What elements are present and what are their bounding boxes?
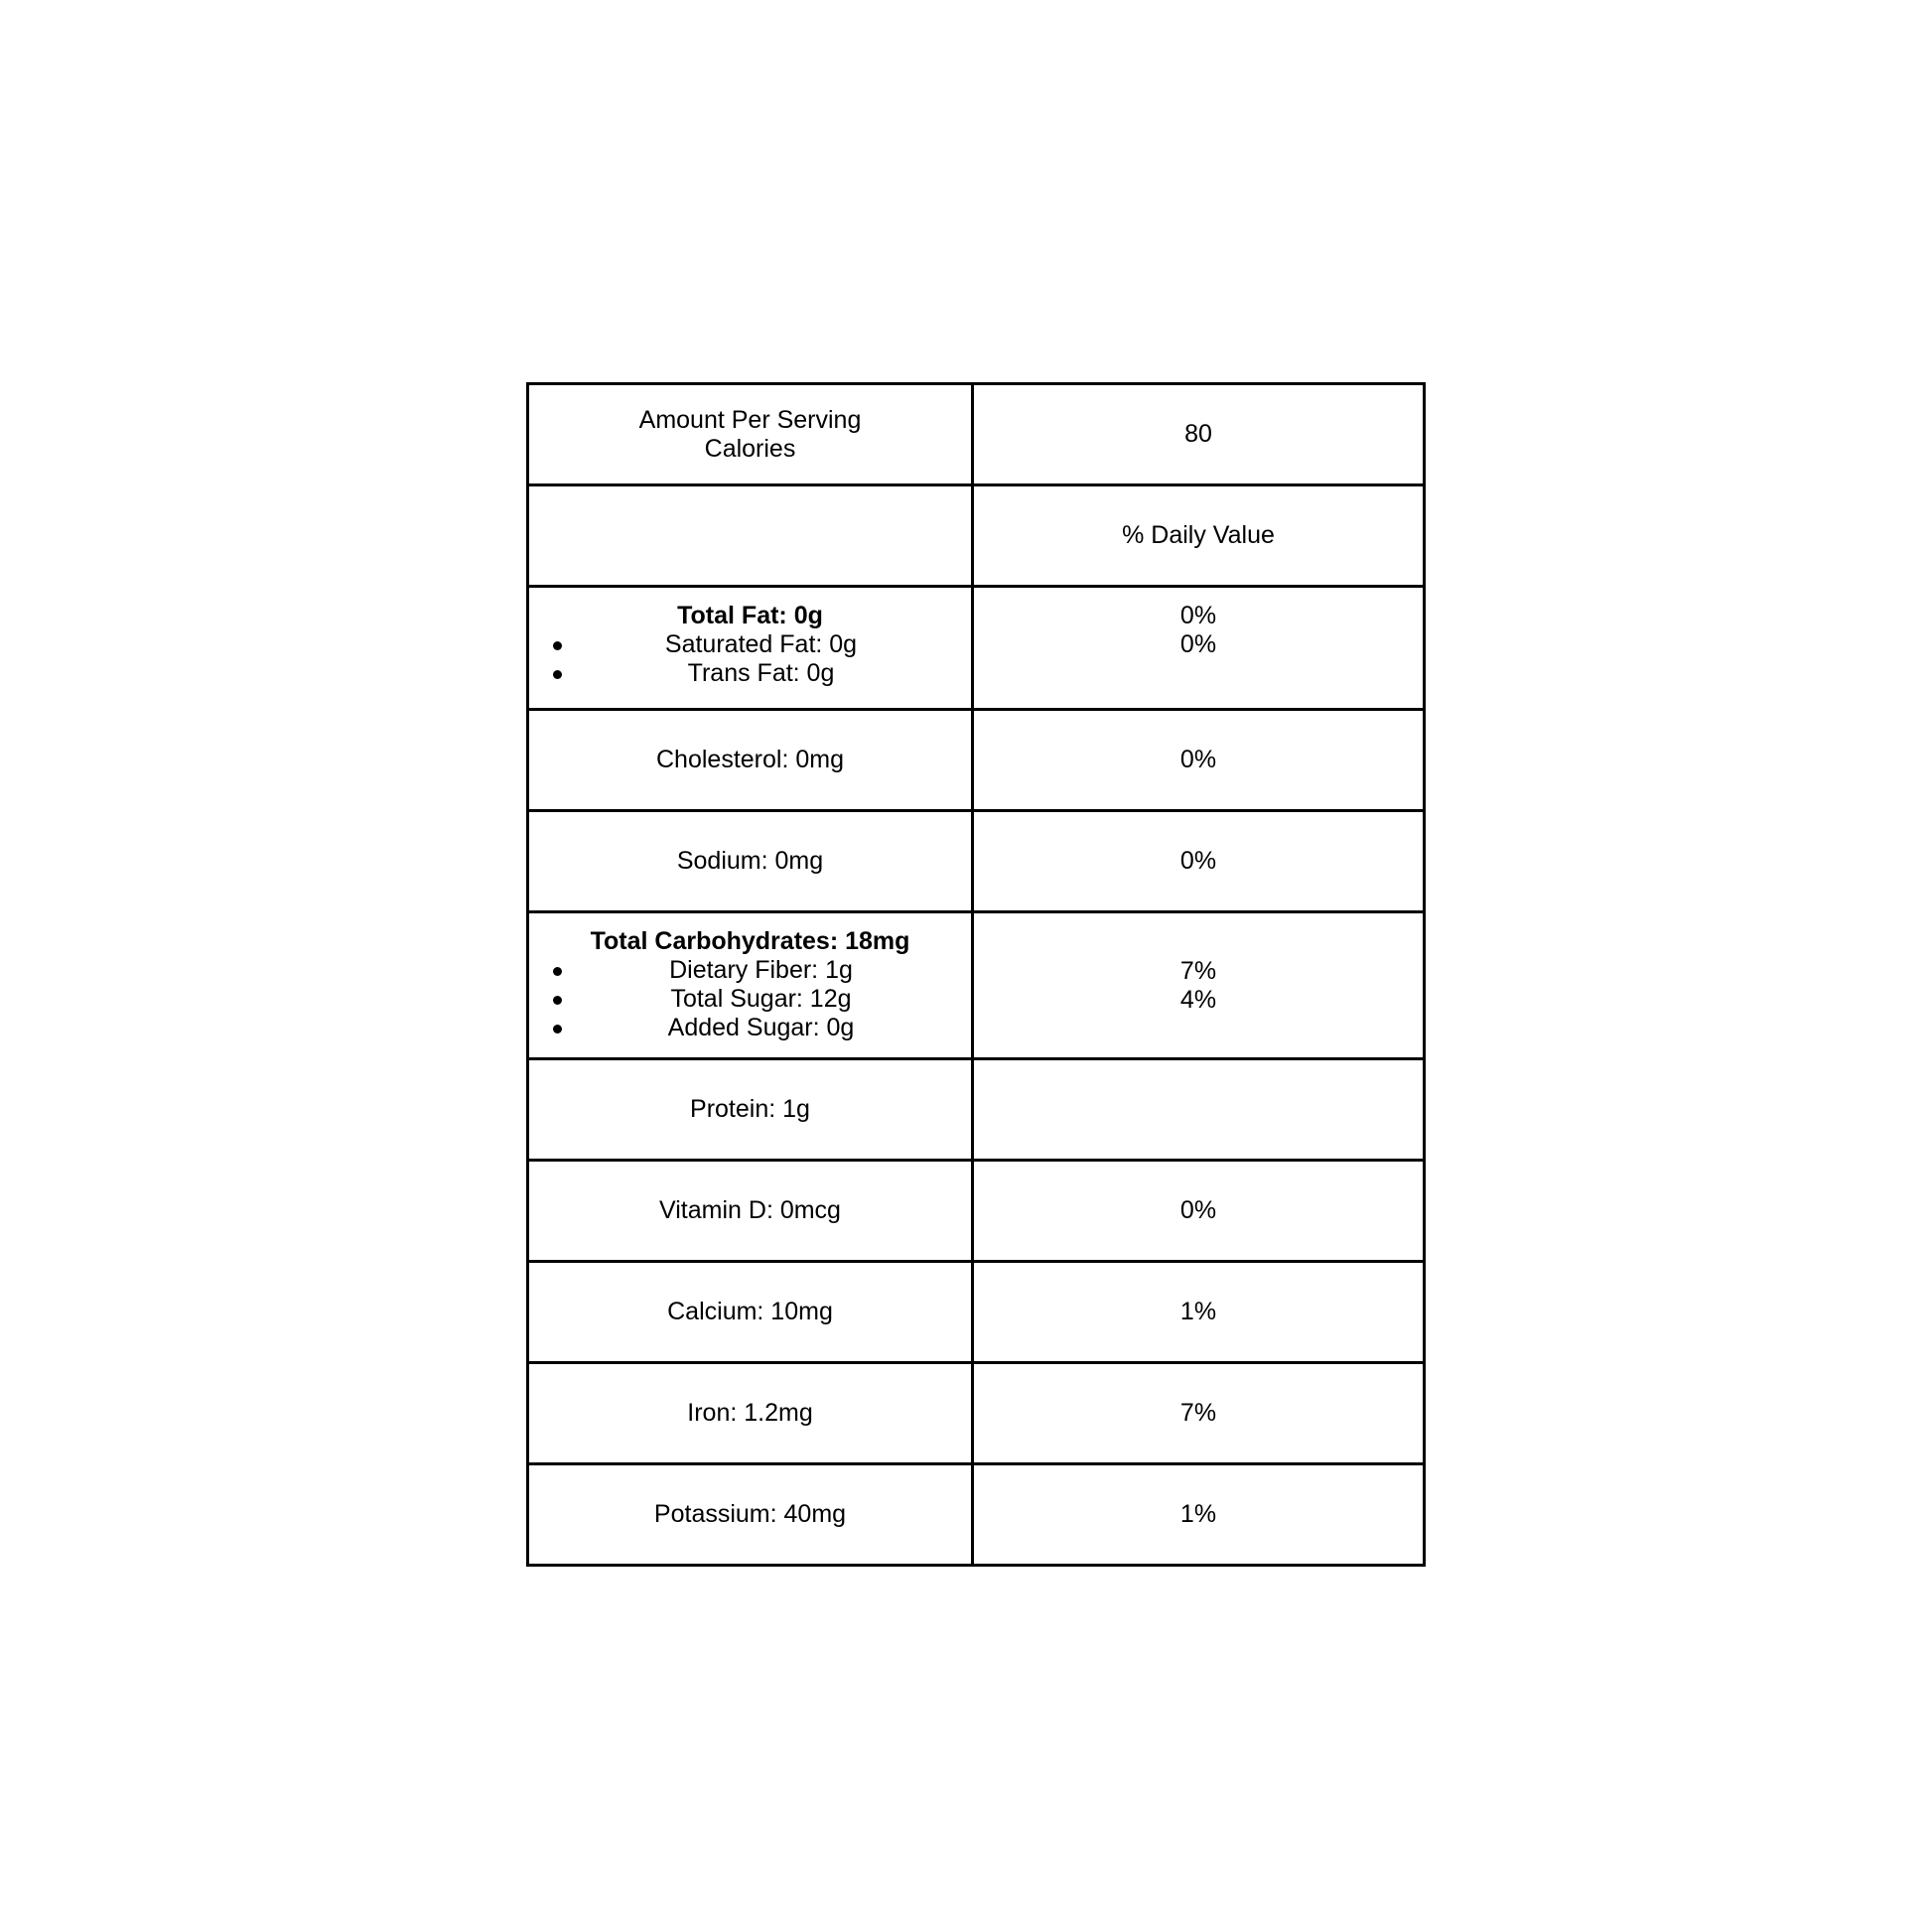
daily-value: 7%	[1179, 956, 1217, 985]
table-row	[528, 1262, 1425, 1363]
daily-value: 0%	[1179, 602, 1217, 629]
daily-value: 1%	[973, 1464, 1425, 1566]
table-row	[528, 1464, 1425, 1566]
table-row	[528, 1161, 1425, 1262]
daily-value: 0%	[1179, 630, 1217, 658]
list-item: Total Sugar: 12g	[539, 985, 961, 1014]
total-carbohydrates-cell	[528, 912, 973, 1059]
total-fat-cell	[528, 587, 973, 710]
table-row	[528, 485, 1425, 587]
table-row	[528, 384, 1425, 485]
daily-value: 1%	[973, 1262, 1425, 1363]
total-fat-values	[973, 587, 1425, 710]
daily-value: 7%	[973, 1363, 1425, 1464]
table-row	[528, 912, 1425, 1059]
daily-value: 0%	[973, 811, 1425, 912]
daily-value: 0%	[973, 710, 1425, 811]
nutrition-facts-table	[526, 382, 1426, 1567]
total-carbohydrates-values	[973, 912, 1425, 1059]
table-row	[528, 811, 1425, 912]
daily-value	[973, 1059, 1425, 1161]
nutrient-label: Potassium: 40mg	[528, 1464, 973, 1566]
fat-sub-list	[539, 630, 961, 688]
list-item: Added Sugar: 0g	[539, 1014, 961, 1042]
list-item: Dietary Fiber: 1g	[539, 956, 961, 985]
list-item: Trans Fat: 0g	[539, 659, 961, 688]
nutrient-label: Protein: 1g	[528, 1059, 973, 1161]
calories-label: Calories	[704, 434, 796, 463]
total-carbohydrates-heading: Total Carbohydrates: 18mg	[590, 927, 910, 955]
carb-sub-list	[539, 956, 961, 1042]
list-item: Saturated Fat: 0g	[539, 630, 961, 659]
calories-value: 80	[973, 384, 1425, 485]
table-row	[528, 587, 1425, 710]
daily-value: 4%	[1179, 985, 1217, 1014]
nutrient-label: Vitamin D: 0mcg	[528, 1161, 973, 1262]
daily-value: 0%	[973, 1161, 1425, 1262]
amount-per-serving-label: Amount Per Serving	[638, 405, 862, 434]
nutrient-label: Calcium: 10mg	[528, 1262, 973, 1363]
table-row	[528, 1363, 1425, 1464]
table-row	[528, 710, 1425, 811]
nutrient-label: Iron: 1.2mg	[528, 1363, 973, 1464]
daily-value-header: % Daily Value	[973, 485, 1425, 587]
calories-label-cell	[528, 384, 973, 485]
empty-label-cell	[528, 485, 973, 587]
nutrient-label: Cholesterol: 0mg	[528, 710, 973, 811]
table-row	[528, 1059, 1425, 1161]
total-fat-heading: Total Fat: 0g	[677, 602, 823, 629]
nutrient-label: Sodium: 0mg	[528, 811, 973, 912]
